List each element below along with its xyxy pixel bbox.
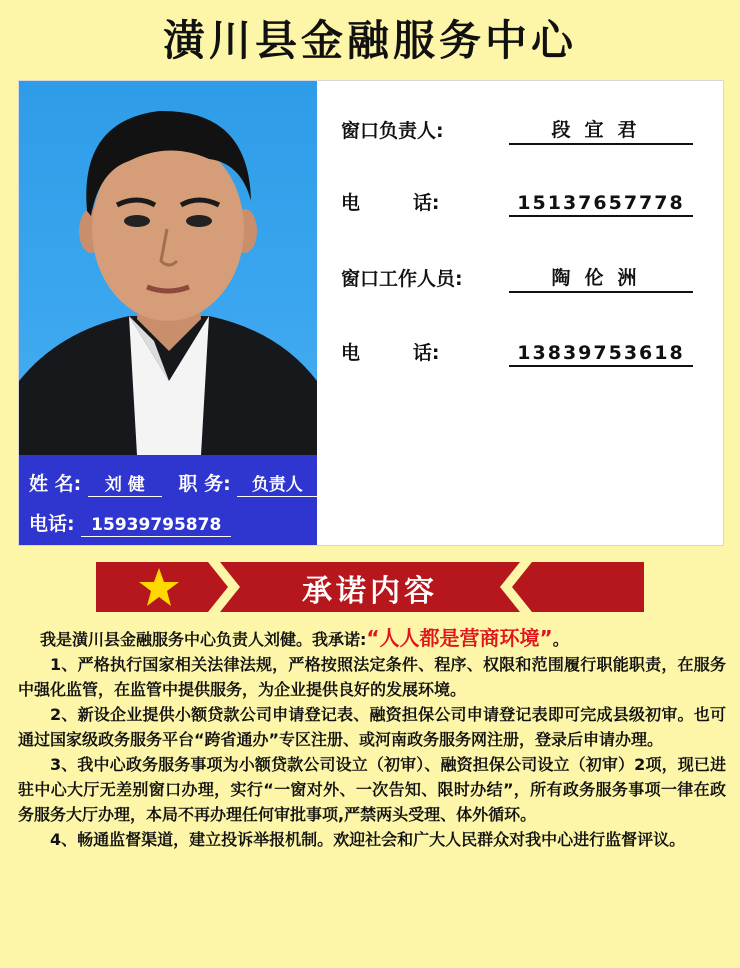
leader-phone: 15137657778: [509, 192, 693, 217]
leader-phone-row: [341, 187, 701, 217]
staff-row: [341, 263, 701, 293]
commitment-intro: [18, 626, 726, 652]
slogan: “人人都是营商环境”: [366, 626, 553, 650]
name-row: [29, 469, 317, 497]
person-position: 负责人: [237, 470, 317, 497]
person-phone: 15939795878: [81, 515, 231, 537]
commitment-item-3: 3、我中心政务服务事项为小额贷款公司设立（初审）、融资担保公司设立（初审）2项，现已进驻中心大厅无差别窗口办理，实行“一窗对外、一次告知、限时办结”，所有政务服务事项一律在政务服务大厅办理，本局不再办理任何审批事项,严禁两头受理、体外循环。: [18, 755, 726, 824]
commitment-item-4: 4、畅通监督渠道，建立投诉举报机制。欢迎社会和广大人民群众对我中心进行监督评议。: [50, 830, 686, 849]
phone-row: [29, 509, 231, 537]
staff-phone-row: [341, 337, 701, 367]
portrait-photo: [19, 81, 317, 455]
intro-end: 。: [552, 630, 569, 649]
commitment-item-1: 1、严格执行国家相关法律法规，严格按照法定条件、程序、权限和范围履行职能职责，在服务中强化监管，在监管中提供服务，为企业提供良好的发展环境。: [18, 655, 726, 699]
staff-label: 窗口工作人员:: [341, 268, 463, 290]
leader-name: 段宜君: [509, 115, 693, 145]
leader-label: 窗口负责人:: [341, 120, 444, 142]
name-label: 姓 名:: [29, 473, 82, 495]
staff-card: [18, 80, 724, 546]
commitment-item-2: 2、新设企业提供小额贷款公司申请登记表、融资担保公司申请登记表即可完成县级初审。也可通过国家级政务服务平台“跨省通办”专区注册、或河南政务服务网注册，登录后申请办理。: [18, 705, 726, 749]
leader-phone-label: 电 话:: [341, 192, 440, 214]
person-name: 刘 健: [88, 470, 162, 497]
leader-row: [341, 115, 701, 145]
commitment-content: [18, 626, 726, 852]
person-id-box: [19, 455, 317, 545]
staff-name: 陶伦洲: [509, 263, 693, 293]
position-label: 职 务:: [178, 473, 231, 495]
banner-title: 承诺内容: [302, 574, 438, 609]
staff-phone: 13839753618: [509, 342, 693, 367]
page-title: 潢川县金融服务中心: [162, 16, 577, 65]
staff-phone-label: 电 话:: [341, 342, 440, 364]
commitment-banner: [96, 560, 644, 614]
phone-label: 电话:: [29, 513, 75, 535]
intro-text: 我是潢川县金融服务中心负责人刘健。我承诺:: [40, 630, 367, 649]
